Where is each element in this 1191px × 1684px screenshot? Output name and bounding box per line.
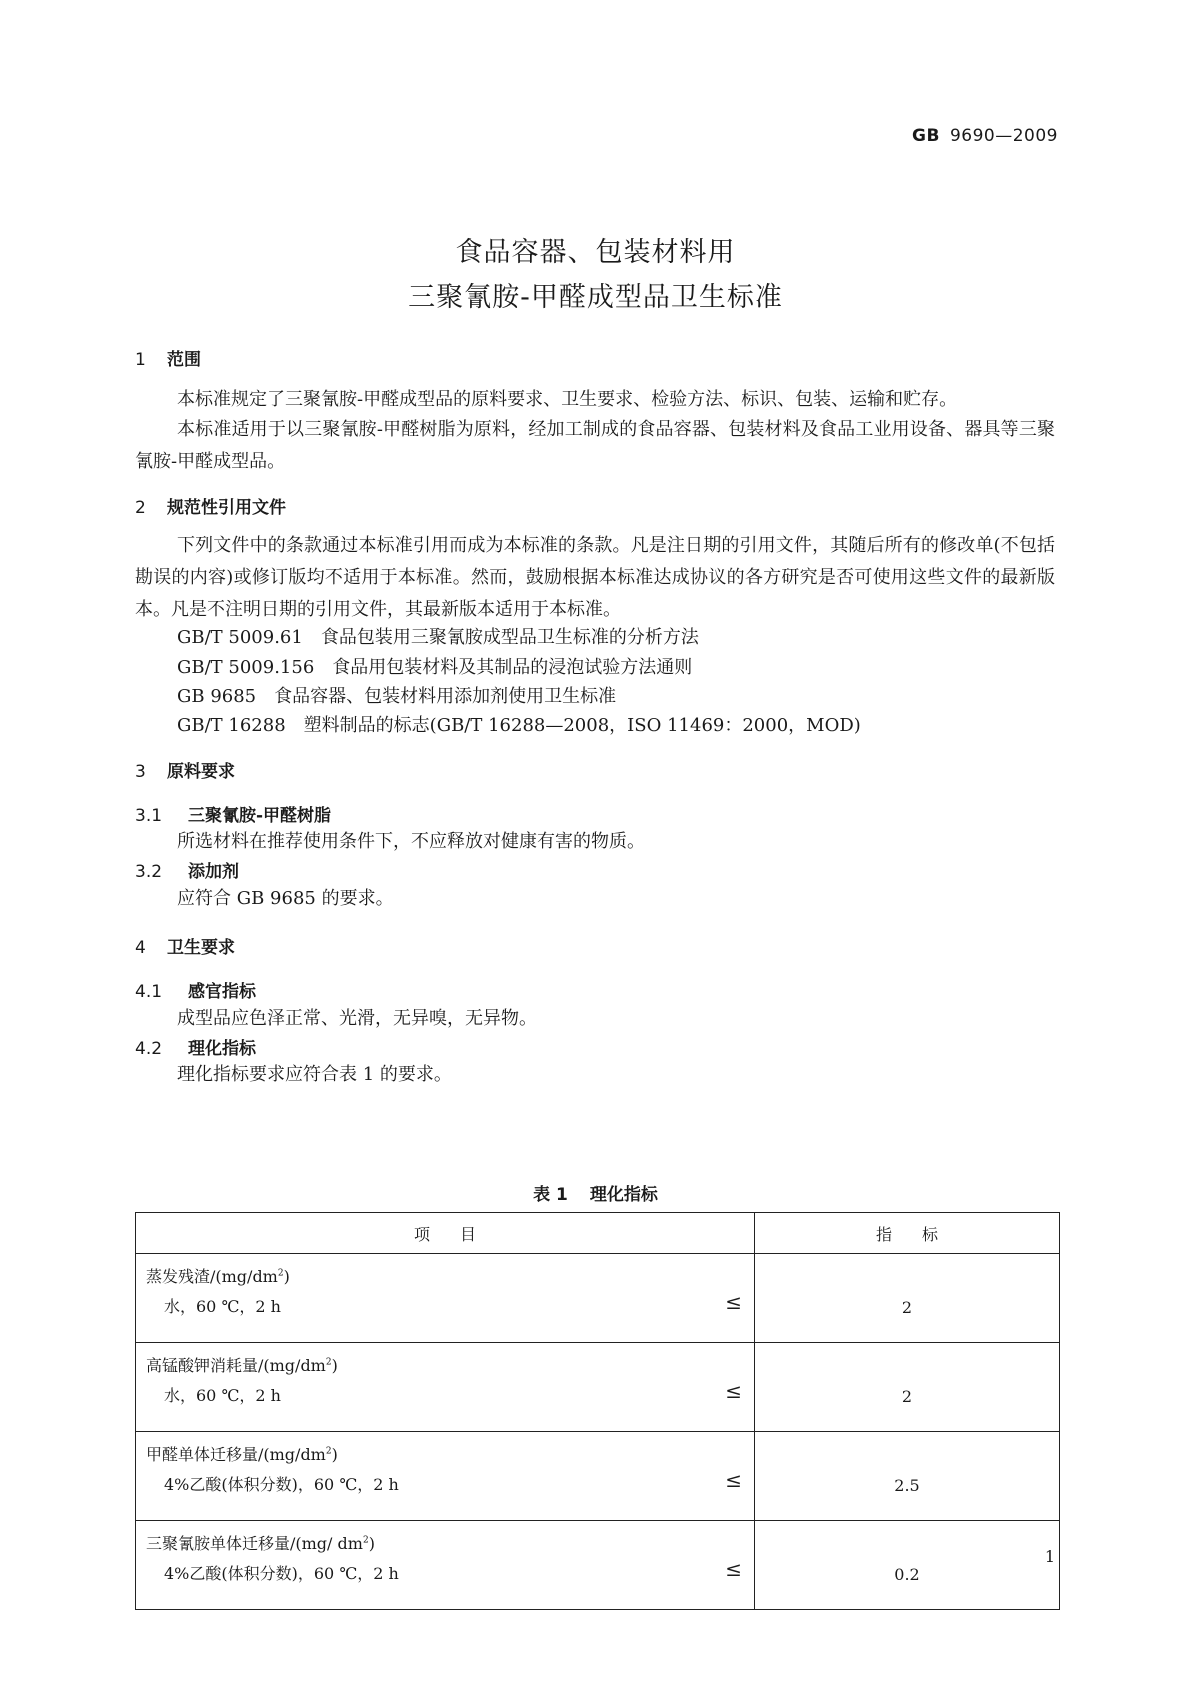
item-cell	[136, 1343, 755, 1432]
section-number: 3	[135, 762, 146, 782]
section-number: 4	[135, 938, 146, 958]
reference-code: GB/T 16288	[177, 715, 286, 736]
section-title: 规范性引用文件	[167, 498, 286, 518]
table-row	[136, 1254, 1060, 1343]
spec-table	[135, 1212, 1060, 1610]
section-3-heading	[135, 757, 235, 782]
section-1-paragraph-1: 本标准规定了三聚氰胺-甲醛成型品的原料要求、卫生要求、检验方法、标识、包装、运输和贮存。	[177, 389, 958, 410]
section-title: 卫生要求	[167, 938, 235, 958]
item-name: 甲醛单体迁移量$/(mg/dm^2)$	[146, 1445, 338, 1464]
value-cell: 0.2	[755, 1521, 1060, 1610]
subsection-3-2-text: 应符合 GB 9685 的要求。	[177, 888, 394, 909]
table-caption-title: 理化指标	[589, 1185, 658, 1205]
reference-title: 塑料制品的标志(GB/T 16288—2008，ISO 11469：2000，MOD)	[303, 715, 861, 736]
item-name: 蒸发残渣$/(mg/dm^2)$	[146, 1267, 290, 1286]
subsection-title: 感官指标	[188, 982, 256, 1002]
item-condition: 4%乙酸(体积分数)，60 ℃，2 h	[164, 1475, 399, 1494]
subsection-title: 添加剂	[188, 862, 239, 882]
title-line-2: 三聚氰胺-甲醛成型品卫生标准	[408, 282, 783, 313]
table-caption	[0, 1180, 1191, 1205]
item-condition: 水，60 ℃，2 h	[164, 1297, 281, 1316]
reference-title: 食品包装用三聚氰胺成型品卫生标准的分析方法	[320, 627, 699, 648]
leq-symbol: ≤	[725, 1290, 742, 1314]
section-1-heading	[135, 345, 201, 370]
section-2-heading	[135, 493, 286, 518]
subsection-number: 3.2	[135, 862, 163, 882]
section-number: 2	[135, 498, 146, 518]
section-title: 原料要求	[167, 762, 235, 782]
item-cell	[136, 1432, 755, 1521]
item-name: 高锰酸钾消耗量$/(mg/dm^2)$	[146, 1356, 338, 1375]
subsection-3-1-heading	[135, 801, 331, 826]
subsection-title: 三聚氰胺-甲醛树脂	[188, 806, 332, 826]
subsection-4-1-heading	[135, 977, 256, 1002]
subsection-3-1-text: 所选材料在推荐使用条件下，不应释放对健康有害的物质。	[177, 831, 645, 852]
reference-title: 食品用包装材料及其制品的浸泡试验方法通则	[332, 657, 693, 678]
value-cell: 2	[755, 1343, 1060, 1432]
reference-code: GB/T 5009.61	[177, 627, 303, 648]
item-cell	[136, 1521, 755, 1610]
subsection-4-2-heading	[135, 1034, 256, 1059]
section-4-heading	[135, 933, 235, 958]
standard-code	[912, 126, 1058, 146]
reference-item	[177, 682, 616, 708]
standard-number: 9690—2009	[949, 126, 1058, 146]
reference-item	[177, 653, 692, 679]
section-1-paragraph-2: 本标准适用于以三聚氰胺-甲醛树脂为原料，经加工制成的食品容器、包装材料及食品工业用设备、器具等三聚氰胺-甲醛成型品。	[135, 419, 1055, 472]
column-header-item: 项目	[136, 1213, 755, 1254]
item-name: 三聚氰胺单体迁移量/(mg/ $dm^2$)	[146, 1534, 375, 1553]
table-row	[136, 1432, 1060, 1521]
reference-item	[177, 711, 861, 737]
subsection-number: 4.1	[135, 982, 163, 1002]
value-cell: 2	[755, 1254, 1060, 1343]
reference-code: GB/T 5009.156	[177, 657, 315, 678]
table-header-row	[136, 1213, 1060, 1254]
subsection-4-2-text: 理化指标要求应符合表 1 的要求。	[177, 1064, 452, 1085]
subsection-title: 理化指标	[188, 1039, 256, 1059]
subsection-number: 4.2	[135, 1039, 163, 1059]
reference-title: 食品容器、包装材料用添加剂使用卫生标准	[274, 686, 617, 707]
leq-symbol: ≤	[725, 1379, 742, 1403]
section-title: 范围	[167, 350, 201, 370]
reference-code: GB 9685	[177, 686, 257, 707]
item-condition: 水，60 ℃，2 h	[164, 1386, 281, 1405]
table-row	[136, 1343, 1060, 1432]
subsection-4-1-text: 成型品应色泽正常、光滑，无异嗅，无异物。	[177, 1008, 537, 1029]
item-condition: 4%乙酸(体积分数)，60 ℃，2 h	[164, 1564, 399, 1583]
leq-symbol: ≤	[725, 1468, 742, 1492]
column-header-value: 指标	[755, 1213, 1060, 1254]
table-caption-number: 表 1	[533, 1185, 568, 1205]
value-cell: 2.5	[755, 1432, 1060, 1521]
section-2-paragraph: 下列文件中的条款通过本标准引用而成为本标准的条款。凡是注日期的引用文件，其随后所有的修改单(不包括勘误的内容)或修订版均不适用于本标准。然而，鼓励根据本标准达成协议的各方研究是否可使用这些文件的最新版本。凡是不注明日期的引用文件，其最新版本适用于本标准。	[135, 535, 1055, 620]
subsection-3-2-heading	[135, 857, 239, 882]
table-row	[136, 1521, 1060, 1610]
item-cell	[136, 1254, 755, 1343]
standard-prefix: GB	[912, 126, 940, 146]
subsection-number: 3.1	[135, 806, 163, 826]
title-line-1: 食品容器、包装材料用	[455, 237, 736, 268]
leq-symbol: ≤	[725, 1557, 742, 1581]
section-number: 1	[135, 350, 146, 370]
page-number: 1	[1044, 1547, 1055, 1566]
reference-item	[177, 623, 699, 649]
